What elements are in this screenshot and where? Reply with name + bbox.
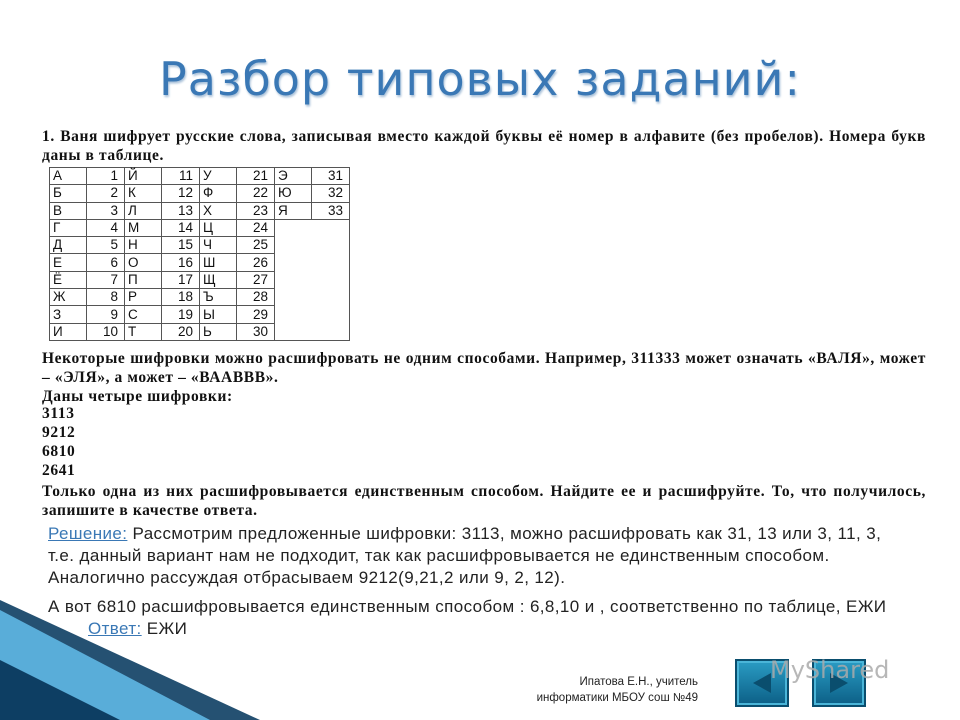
- watermark: MyShared: [770, 656, 890, 684]
- letter-code-table: [49, 167, 350, 341]
- task-paragraph-1: Некоторые шифровки можно расшифровать не одним способами. Например, 311333 может означать «ВАЛЯ», может – «ЭЛЯ», а может – «ВААВВВ».: [42, 350, 926, 386]
- slide-title: Разбор типовых заданий:: [159, 52, 801, 106]
- solution-paragraph-2: [48, 596, 908, 640]
- number-cell: 3: [87, 202, 125, 219]
- task-given: Даны четыре шифровки:: [42, 388, 233, 405]
- empty-cell: [275, 306, 350, 323]
- letter-cell: М: [125, 219, 162, 236]
- number-cell: 17: [162, 271, 200, 288]
- number-cell: 33: [312, 202, 350, 219]
- letter-cell: Я: [275, 202, 312, 219]
- letter-cell: С: [125, 306, 162, 323]
- number-cell: 28: [237, 289, 275, 306]
- letter-cell: Ш: [200, 254, 237, 271]
- number-cell: 6: [87, 254, 125, 271]
- table-row: [50, 289, 350, 306]
- letter-cell: Е: [50, 254, 87, 271]
- number-cell: 31: [312, 168, 350, 185]
- solution-label: Решение:: [48, 524, 128, 543]
- letter-cell: Ж: [50, 289, 87, 306]
- number-cell: 15: [162, 237, 200, 254]
- letter-cell: Ю: [275, 185, 312, 202]
- empty-cell: [275, 254, 350, 271]
- number-cell: 14: [162, 219, 200, 236]
- letter-cell: Х: [200, 202, 237, 219]
- letter-cell: П: [125, 271, 162, 288]
- number-cell: 16: [162, 254, 200, 271]
- number-cell: 12: [162, 185, 200, 202]
- letter-cell: Щ: [200, 271, 237, 288]
- code-item: 2641: [42, 462, 76, 479]
- table-row: [50, 306, 350, 323]
- number-cell: 13: [162, 202, 200, 219]
- letter-cell: Ё: [50, 271, 87, 288]
- number-cell: 24: [237, 219, 275, 236]
- letter-cell: Н: [125, 237, 162, 254]
- code-item: 9212: [42, 424, 76, 441]
- number-cell: 2: [87, 185, 125, 202]
- number-cell: 7: [87, 271, 125, 288]
- table-row: [50, 168, 350, 185]
- letter-cell: О: [125, 254, 162, 271]
- number-cell: 5: [87, 237, 125, 254]
- letter-cell: Б: [50, 185, 87, 202]
- number-cell: 9: [87, 306, 125, 323]
- number-cell: 21: [237, 168, 275, 185]
- letter-cell: Т: [125, 323, 162, 340]
- letter-cell: З: [50, 306, 87, 323]
- letter-cell: У: [200, 168, 237, 185]
- number-cell: 4: [87, 219, 125, 236]
- letter-cell: Ц: [200, 219, 237, 236]
- number-cell: 20: [162, 323, 200, 340]
- letter-cell: Ы: [200, 306, 237, 323]
- letter-cell: Г: [50, 219, 87, 236]
- letter-cell: А: [50, 168, 87, 185]
- task-number: 1.: [42, 128, 55, 145]
- letter-cell: Й: [125, 168, 162, 185]
- author-caption: [498, 674, 698, 706]
- answer-value: ЕЖИ: [141, 619, 188, 638]
- number-cell: 18: [162, 289, 200, 306]
- letter-cell: Л: [125, 202, 162, 219]
- code-item: 3113: [42, 405, 75, 422]
- letter-cell: К: [125, 185, 162, 202]
- letter-cell: Ч: [200, 237, 237, 254]
- empty-cell: [275, 219, 350, 236]
- number-cell: 27: [237, 271, 275, 288]
- number-cell: 26: [237, 254, 275, 271]
- letter-cell: В: [50, 202, 87, 219]
- answer-label: Ответ:: [88, 619, 142, 638]
- number-cell: 30: [237, 323, 275, 340]
- number-cell: 10: [87, 323, 125, 340]
- codes-list: [42, 404, 75, 480]
- table-row: [50, 202, 350, 219]
- number-cell: 23: [237, 202, 275, 219]
- author-line-2: информатики МБОУ сош №49: [536, 692, 698, 704]
- author-line-1: Ипатова Е.Н., учитель: [579, 676, 698, 688]
- code-item: 6810: [42, 443, 76, 460]
- task-intro-text: Ваня шифрует русские слова, записывая вместо каждой буквы её номер в алфавите (без пробелов). Номера букв даны в таблице.: [42, 128, 926, 164]
- letter-cell: Р: [125, 289, 162, 306]
- number-cell: 8: [87, 289, 125, 306]
- task-question: Только одна из них расшифровывается единственным способом. Найдите ее и расшифруйте. То, что получилось, запишите в качестве ответа.: [42, 483, 926, 519]
- empty-cell: [275, 289, 350, 306]
- solution-text-2: А вот 6810 расшифровывается единственным способом : 6,8,10 и , соответственно по таблице, ЕЖИ: [48, 597, 887, 616]
- empty-cell: [275, 237, 350, 254]
- number-cell: 25: [237, 237, 275, 254]
- table-row: [50, 271, 350, 288]
- table-row: [50, 254, 350, 271]
- table-row: [50, 219, 350, 236]
- task-intro: [42, 127, 926, 165]
- number-cell: 32: [312, 185, 350, 202]
- empty-cell: [275, 271, 350, 288]
- empty-cell: [275, 323, 350, 340]
- letter-cell: Ъ: [200, 289, 237, 306]
- letter-cell: Э: [275, 168, 312, 185]
- table-row: [50, 185, 350, 202]
- letter-cell: Д: [50, 237, 87, 254]
- letter-cell: Ф: [200, 185, 237, 202]
- number-cell: 11: [162, 168, 200, 185]
- solution-text-1: Рассмотрим предложенные шифровки: 3113, можно расшифровать как 31, 13 или 3, 11, 3, т.е. данный вариант нам не подходит, так как расшифровывается не единственным способом. Аналогично рассуждая отбрасываем 9212(9,21,2 или 9, 2, 12).: [48, 524, 882, 587]
- table-row: [50, 237, 350, 254]
- letter-cell: Ь: [200, 323, 237, 340]
- number-cell: 22: [237, 185, 275, 202]
- number-cell: 29: [237, 306, 275, 323]
- number-cell: 19: [162, 306, 200, 323]
- number-cell: 1: [87, 168, 125, 185]
- table-row: [50, 323, 350, 340]
- solution-paragraph-1: [48, 523, 908, 589]
- letter-cell: И: [50, 323, 87, 340]
